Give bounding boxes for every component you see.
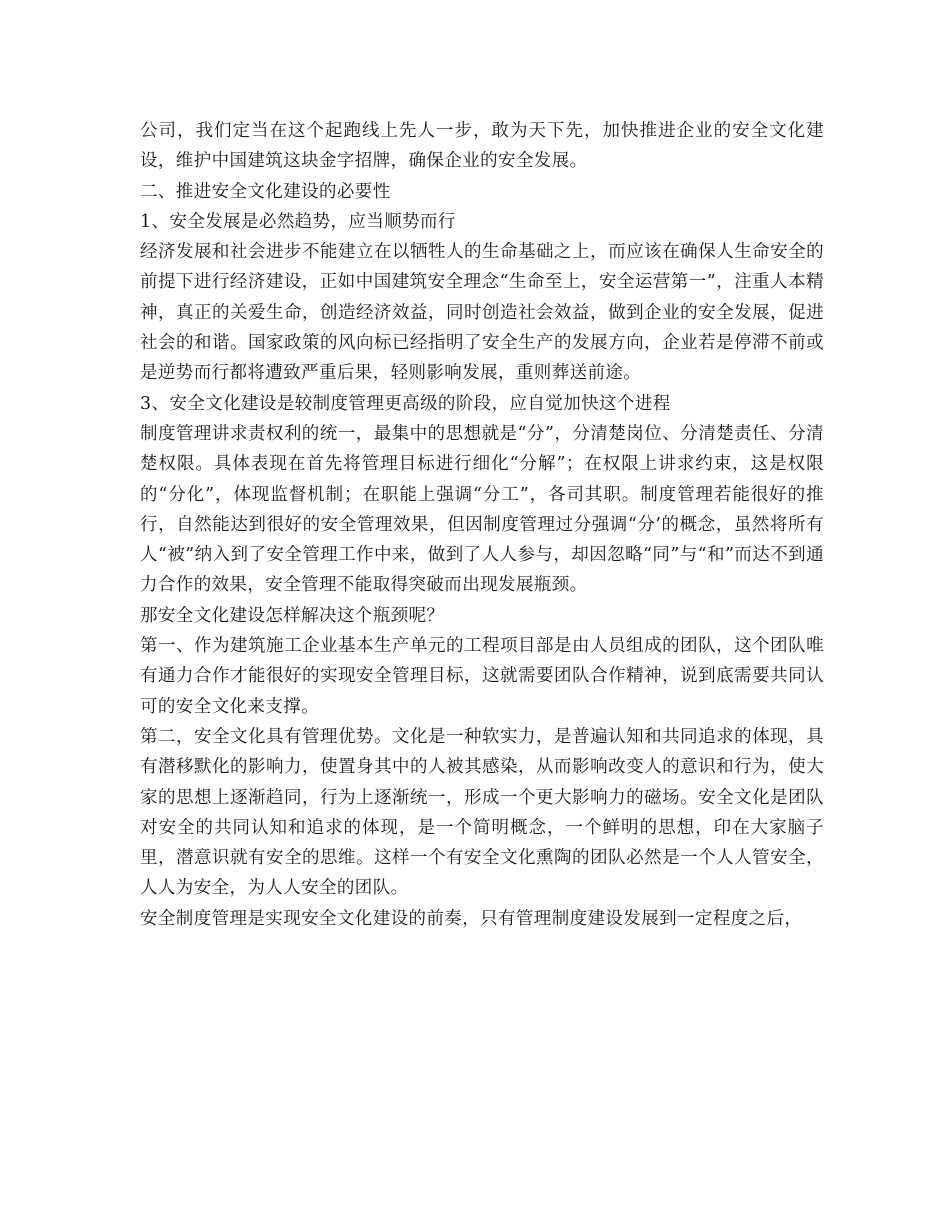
paragraph-prelude: 安全制度管理是实现安全文化建设的前奏，只有管理制度建设发展到一定程度之后， [140, 908, 803, 929]
paragraph-point-one: 第一、作为建筑施工企业基本生产单元的工程项目部是由人员组成的团队，这个团队唯有通力合作才能很好的实现安全管理目标，这就需要团队合作精神，说到底需要共同认可的安全文化来支撑。 [140, 636, 824, 717]
subheading-higher-stage: 3、安全文化建设是较制度管理更高级的阶段，应自觉加快这个进程 [140, 393, 671, 414]
document-body [140, 116, 824, 934]
section-heading-necessity: 二、推进安全文化建设的必要性 [140, 181, 391, 202]
paragraph-point-two: 第二，安全文化具有管理优势。文化是一种软实力，是普遍认知和共同追求的体现，具有潜移默化的影响力，使置身其中的人被其感染，从而影响改变人的意识和行为，使大家的思想上逐渐趋同，行为上逐渐统一，形成一个更大影响力的磁场。安全文化是团队对安全的共同认知和追求的体现，是一个简明概念，一个鲜明的思想，印在大家脑子里，潜意识就有安全的思维。这样一个有安全文化熏陶的团队必然是一个人人管安全，人人为安全，为人人安全的团队。 [140, 726, 824, 899]
subheading-trend: 1、安全发展是必然趋势，应当顺势而行 [140, 211, 456, 232]
paragraph-question: 那安全文化建设怎样解决这个瓶颈呢？ [140, 605, 445, 626]
paragraph-economic-development: 经济发展和社会进步不能建立在以牺牲人的生命基础之上，而应该在确保人生命安全的前提下进行经济建设，正如中国建筑安全理念“生命至上，安全运营第一”，注重人本精神，真正的关爱生命，创造经济效益，同时创造社会效益，做到企业的安全发展，促进社会的和谐。国家政策的风向标已经指明了安全生产的发展方向，企业若是停滞不前或是逆势而行都将遭致严重后果，轻则影响发展，重则葬送前途。 [140, 242, 824, 384]
paragraph-intro-continuation: 公司，我们定当在这个起跑线上先人一步，敢为天下先，加快推进企业的安全文化建设，维护中国建筑这块金字招牌，确保企业的安全发展。 [140, 121, 824, 172]
paragraph-system-management: 制度管理讲求责权利的统一，最集中的思想就是“分”，分清楚岗位、分清楚责任、分清楚权限。具体表现在首先将管理目标进行细化“分解”；在权限上讲求约束，这是权限的“分化”，体现监督机制；在职能上强调“分工”，各司其职。制度管理若能很好的推行，自然能达到很好的安全管理效果，但因制度管理过分强调“分’的概念，虽然将所有人“被”纳入到了安全管理工作中来，做到了人人参与，却因忽略“同”与“和”而达不到通力合作的效果，安全管理不能取得突破而出现发展瓶颈。 [140, 423, 824, 596]
